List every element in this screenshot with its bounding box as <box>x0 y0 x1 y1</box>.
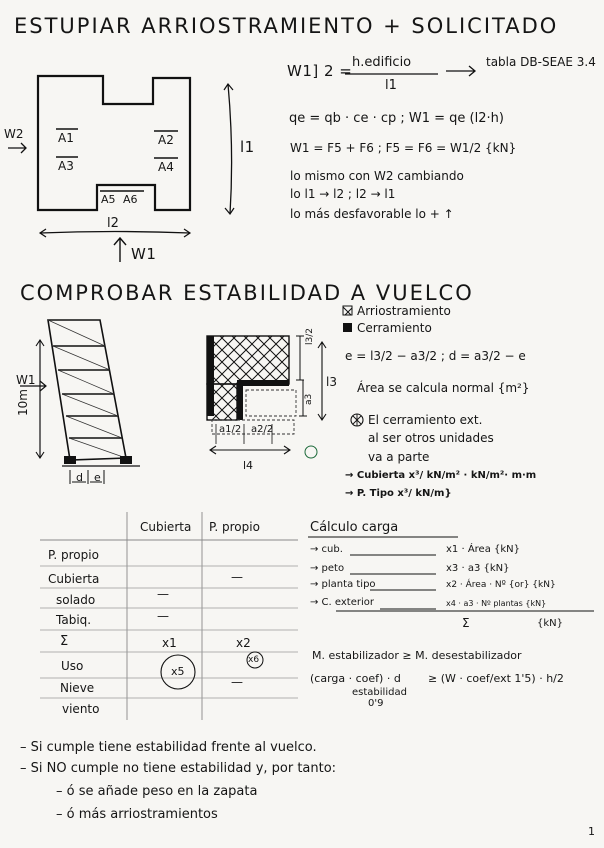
table-cell: x5 <box>171 665 185 678</box>
line-desfavorable: lo más desfavorable lo + ↑ <box>290 207 454 221</box>
calculo-row-label: → peto <box>310 563 345 574</box>
formula1-reference: tabla DB-SEAE 3.4 <box>486 55 596 69</box>
table-cell: x6 <box>248 655 260 665</box>
conclusion-line4: – ó más arriostramientos <box>56 807 218 822</box>
note-line-2: al ser otros unidades <box>368 431 494 445</box>
table-cell: — <box>157 587 169 601</box>
line-qe: qe = qb · ce · cp ; W1 = qe (l2·h) <box>289 111 504 126</box>
conclusion-line2: – Si NO cumple no tiene estabilidad y, por tanto: <box>20 761 337 776</box>
section-l3-label: l3 <box>326 375 337 389</box>
note-line-1: El cerramiento ext. <box>368 413 483 427</box>
line-w1-forces: W1 = F5 + F6 ; F5 = F6 = W1/2 {kN} <box>290 141 517 155</box>
line-w2-note: lo mismo con W2 cambiando <box>290 169 464 183</box>
section-a2-half: a2/2 <box>251 424 274 435</box>
estabilidad-line2a: (carga · coef) · d <box>310 672 401 685</box>
legend-cerramiento: Cerramiento <box>357 321 432 335</box>
conclusion-line3: – ó se añade peso en la zapata <box>56 784 258 799</box>
table-cell: x2 <box>236 636 251 650</box>
legend-arriostramiento: Arriostramiento <box>357 304 451 318</box>
calculo-row-label: → planta tipo <box>310 579 376 590</box>
elevation-d-label: d <box>76 471 83 484</box>
area-note: Área se calcula normal {m²} <box>357 381 530 395</box>
section1-title: ESTUPIAR ARRIOSTRAMIENTO + SOLICITADO <box>14 14 559 38</box>
conclusion-line1: – Si cumple tiene estabilidad frente al vuelco. <box>20 740 317 755</box>
formula1-lhs: W1] 2 = <box>287 62 353 80</box>
calculo-row-value: x1 · Área {kN} <box>446 544 521 555</box>
table-row-label: Uso <box>61 659 84 673</box>
l1-label: l1 <box>240 138 255 156</box>
section-l4-label: l4 <box>243 459 254 472</box>
w1-label: W1 <box>131 245 157 263</box>
calculo-sum-unit: {kN} <box>537 618 563 629</box>
section-a3-label: a3 <box>304 393 314 405</box>
page-number: 1 <box>588 825 595 838</box>
estabilidad-coef-value: 0'9 <box>368 698 384 709</box>
section-a1-half: a1/2 <box>219 424 242 435</box>
note-line-3: va a parte <box>368 450 430 464</box>
elevation-height-label: 10m <box>16 389 30 416</box>
w2-label: W2 <box>4 127 24 141</box>
formula1-numerator: h.edificio <box>352 55 412 70</box>
table-row-label: solado <box>56 593 96 607</box>
formula-e-d: e = l3/2 − a3/2 ; d = a3/2 − e <box>345 349 526 363</box>
calculo-row-label: → cub. <box>310 544 343 555</box>
table-cell: — <box>231 675 243 689</box>
table-row-label: Nieve <box>60 681 95 695</box>
section2-title: COMPROBAR ESTABILIDAD A VUELCO <box>20 281 474 305</box>
table-row-label: viento <box>62 702 100 716</box>
table-row-label: Σ <box>60 634 69 649</box>
table-header-cubierta: Cubierta <box>140 520 192 534</box>
estabilidad-line2b: ≥ (W · coef/ext 1'5) · h/2 <box>428 672 564 685</box>
area-label-a4: A4 <box>158 160 174 174</box>
area-label-a6: A6 <box>123 193 138 206</box>
estabilidad-coef-label: estabilidad <box>352 687 407 698</box>
table-row-label: Tabiq. <box>56 613 92 627</box>
table-header-p-propio: P. propio <box>209 520 260 534</box>
table-row-label: P. propio <box>48 548 99 562</box>
l2-label: l2 <box>107 216 119 231</box>
cubierta-note: → Cubierta x³/ kN/m² · kN/m²· m·m <box>345 470 537 481</box>
table-row-label: Cubierta <box>48 572 100 586</box>
estabilidad-line1: M. estabilizador ≥ M. desestabilizador <box>312 649 522 662</box>
formula1-denominator: l1 <box>385 78 397 93</box>
calculo-row-value: x4 · a3 · Nº plantas {kN} <box>446 599 547 608</box>
table-cell: — <box>231 570 243 584</box>
elevation-e-label: e <box>94 471 101 484</box>
elevation-w1-label: W1 <box>16 373 36 387</box>
area-label-a2: A2 <box>158 133 174 147</box>
section-l3-half: l3/2 <box>305 328 315 345</box>
calculo-row-value: x2 · Área · Nº {or} {kN} <box>446 580 556 590</box>
table-cell: x1 <box>162 636 177 650</box>
calculo-row-value: x3 · a3 {kN} <box>446 563 510 574</box>
calculo-title: Cálculo carga <box>310 520 399 535</box>
table-cell: — <box>157 609 169 623</box>
calculo-row-label: → C. exterior <box>310 597 374 608</box>
p-tipo-note: → P. Tipo x³/ kN/m} <box>345 488 452 499</box>
calculo-sum: Σ <box>462 616 470 630</box>
line-swap: lo l1 → l2 ; l2 → l1 <box>290 187 396 201</box>
area-label-a3: A3 <box>58 159 74 173</box>
area-label-a5: A5 <box>101 193 116 206</box>
area-label-a1: A1 <box>58 131 74 145</box>
